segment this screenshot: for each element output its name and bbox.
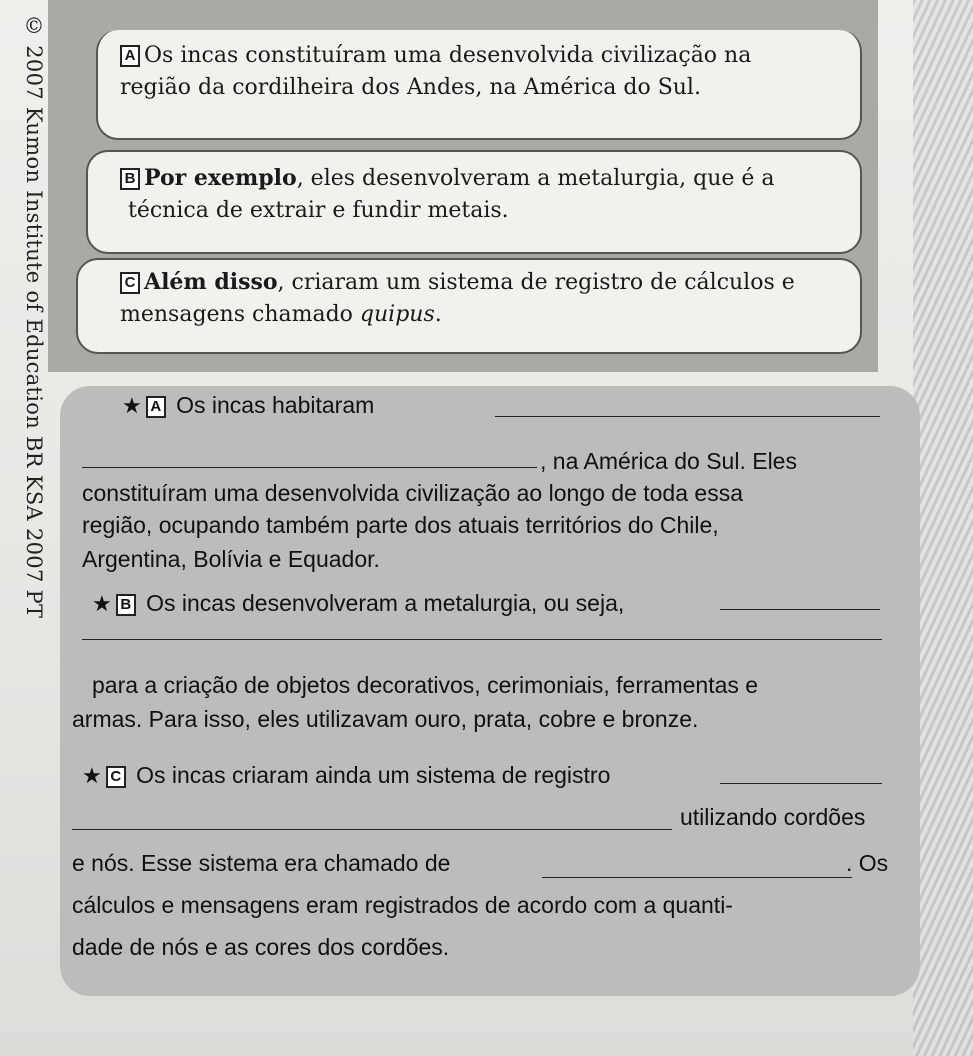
answer-blank-c2[interactable] [72,828,672,830]
idea-block-a [96,30,862,140]
answer-blank-a1[interactable] [495,415,880,417]
page-edge-stripes [913,0,973,1056]
exercise-c-line1: ★ C Os incas criaram ainda um sistema de registro [82,762,611,788]
block-b-line2: técnica de extrair e fundir metais. [128,198,509,223]
exercise-b-line2: para a criação de objetos decorativos, cerimoniais, ferramentas e [92,672,759,698]
exercise-c-line4: cálculos e mensagens eram registrados de acordo com a quanti- [72,892,733,918]
block-c-label: C [120,272,140,294]
block-a-line2: região da cordilheira dos Andes, na América do Sul. [120,75,701,100]
block-b-bold: Por exemplo [144,165,297,191]
exercise-c-line2: utilizando cordões [680,804,866,830]
answer-blank-b1[interactable] [720,608,880,610]
idea-block-c [76,258,862,354]
exercise-b-line1: ★ B Os incas desenvolveram a metalurgia, ou seja, [92,590,625,616]
block-c-bold: Além disso [144,269,278,295]
star-icon: ★ [122,393,142,418]
exercise-a-line2: , na América do Sul. Eles [540,448,797,474]
exercise-c-label: C [106,766,126,788]
star-icon: ★ [92,591,112,616]
block-c-line2: mensagens chamado [120,302,360,327]
answer-blank-b2[interactable] [82,638,882,640]
exercise-a-line1: ★ A Os incas habitaram [122,392,375,418]
exercise-b-label: B [116,594,136,616]
exercise-c-line3: e nós. Esse sistema era chamado de [72,850,451,876]
answer-blank-c3[interactable] [542,876,852,878]
star-icon: ★ [82,763,102,788]
block-c-quipus: quipus [359,302,435,327]
answer-blank-c1[interactable] [720,782,882,784]
block-c-end: . [434,302,442,327]
block-a-label: A [120,45,140,67]
exercise-a-line4: região, ocupando também parte dos atuais territórios do Chile, [82,512,719,538]
block-c-line1: , criaram um sistema de registro de cálculos e [277,270,795,295]
idea-block-b [86,150,862,254]
block-b-label: B [120,168,140,190]
exercise-a-label: A [146,396,166,418]
exercise-a-line5: Argentina, Bolívia e Equador. [82,546,380,572]
exercise-c-line5: dade de nós e as cores dos cordões. [72,934,450,960]
copyright-notice: © 2007 Kumon Institute of Education BR KSA 2007 PT [22,14,46,619]
block-b-line1: , eles desenvolveram a metalurgia, que é a [296,166,775,191]
exercise-b-line3: armas. Para isso, eles utilizavam ouro, prata, cobre e bronze. [72,706,699,732]
exercise-a-line3: constituíram uma desenvolvida civilização ao longo de toda essa [82,480,743,506]
answer-blank-a2[interactable] [82,466,537,468]
block-a-line1: Os incas constituíram uma desenvolvida civilização na [144,43,752,68]
exercise-c-line3b: . Os [846,850,889,876]
